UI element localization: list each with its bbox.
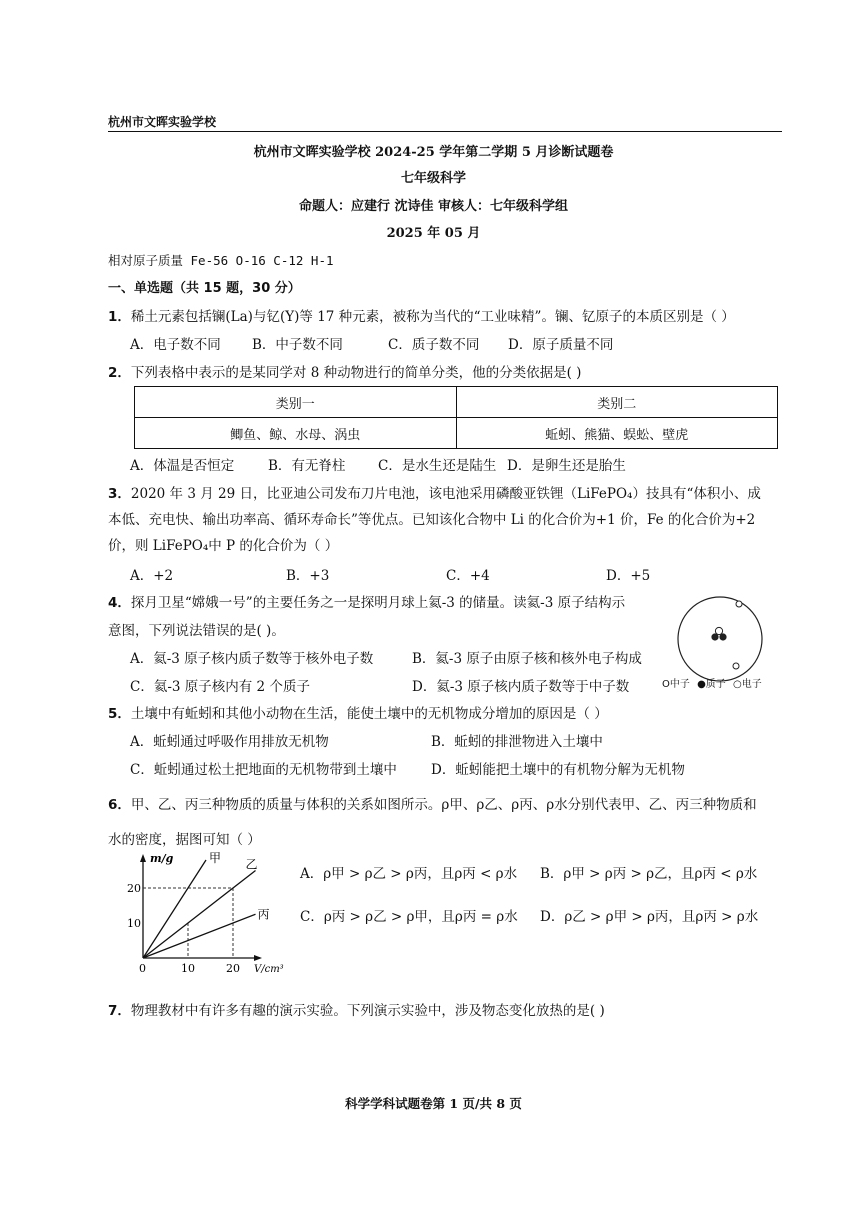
school-name: 杭州市文晖实验学校: [108, 115, 217, 129]
page-footer: 科学学科试题卷第 1 页/共 8 页: [345, 1096, 522, 1111]
q5-option-b: B．蚯蚓的排泄物进入土壤中: [431, 734, 603, 750]
series-line: [143, 871, 256, 959]
question-text: 探月卫星“嫦娥一号”的主要任务之一是探明月球上氦-3 的储量。读氦-3 原子结构示: [130, 595, 626, 611]
section-title: 一、单选题（共 15 题，30 分）: [108, 281, 301, 296]
legend-proton: ●质子: [697, 679, 726, 690]
q4-option-c: C．氦-3 原子核内有 2 个质子: [130, 679, 310, 695]
q6-option-c: C．ρ丙 > ρ乙 > ρ甲，且ρ丙 = ρ水: [300, 909, 518, 925]
y-axis-label: m/g: [150, 852, 174, 865]
question-text: 物理教材中有许多有趣的演示实验。下列演示实验中，涉及物态变化放热的是( ): [130, 1003, 605, 1019]
subject-title: 七年级科学: [400, 171, 466, 186]
classification-table: [134, 386, 778, 449]
question-number: 7．: [108, 1003, 131, 1019]
q4-option-d: D．氦-3 原子核内质子数等于中子数: [412, 679, 630, 695]
series-label: 丙: [257, 907, 270, 922]
neutron-icon: [715, 627, 722, 634]
question-number: 6．: [108, 797, 131, 813]
question-number: 3．: [108, 486, 131, 502]
series-label: 甲: [209, 851, 222, 865]
q5-option-a: A．蚯蚓通过呼吸作用排放无机物: [130, 734, 329, 750]
mass-volume-graph: [108, 848, 298, 978]
q1-option-a: A．电子数不同: [130, 337, 221, 353]
question-3-line-2: 本低、充电快、输出功率高、循环寿命长”等优点。已知该化合物中 Li 的化合价为+1 价，Fe 的化合价为+2: [108, 512, 756, 528]
question-6-line-2: 水的密度，据图可知（ ）: [108, 832, 261, 848]
question-text: 稀土元素包括镧(La)与钇(Y)等 17 种元素，被称为当代的“工业味精”。镧、钇原子的本质区别是（ ）: [130, 309, 735, 325]
table-cell: 鲫鱼、鲸、水母、涡虫: [135, 418, 457, 449]
question-7-stem: [108, 999, 605, 1019]
q2-option-b: B．有无脊柱: [268, 458, 346, 474]
table-row: [135, 418, 778, 449]
y-tick-label: 20: [127, 882, 141, 895]
series-line: [143, 914, 256, 958]
q1-option-c: C．质子数不同: [388, 337, 480, 353]
authors-line: 命题人：应建行 沈诗佳 审核人：七年级科学组: [298, 199, 569, 214]
q2-option-a: A．体温是否恒定: [130, 458, 235, 474]
table-header-cell: 类别一: [135, 387, 457, 418]
question-1-stem: [108, 305, 735, 325]
table-cell: 蚯蚓、熊猫、蜈蚣、壁虎: [456, 418, 778, 449]
question-number: 5．: [108, 706, 131, 722]
legend-neutron: O中子: [662, 679, 690, 690]
question-text: 土壤中有蚯蚓和其他小动物在生活，能使土壤中的无机物成分增加的原因是（ ）: [130, 706, 608, 722]
legend-electron: ○电子: [732, 679, 762, 690]
table-header-cell: 类别二: [456, 387, 778, 418]
question-6-line-1: [108, 793, 757, 813]
exam-title: 杭州市文晖实验学校 2024-25 学年第二学期 5 月诊断试题卷: [253, 145, 614, 160]
q3-option-d: D．+5: [606, 568, 651, 584]
question-4-line-1: [108, 591, 625, 611]
atomic-masses: 相对原子质量 Fe-56 O-16 C-12 H-1: [108, 253, 334, 268]
x-tick-label: 0: [139, 962, 146, 975]
q4-option-a: A．氦-3 原子核内质子数等于核外电子数: [130, 651, 374, 667]
question-4-line-2: 意图，下列说法错误的是( )。: [108, 623, 285, 639]
q5-option-d: D．蚯蚓能把土壤中的有机物分解为无机物: [431, 762, 685, 778]
q3-option-b: B．+3: [286, 568, 330, 584]
graph-marks: [127, 851, 270, 975]
series-label: 乙: [245, 857, 258, 872]
y-tick-label: 10: [127, 917, 141, 930]
header-rule: [108, 131, 782, 132]
question-2-stem: [108, 361, 581, 381]
question-text: 甲、乙、丙三种物质的质量与体积的关系如图所示。ρ甲、ρ乙、ρ丙、ρ水分别代表甲、乙、丙三种物质和: [130, 797, 757, 813]
exam-date: 2025 年 05 月: [386, 226, 481, 241]
x-tick-label: 10: [181, 962, 195, 975]
question-text: 下列表格中表示的是某同学对 8 种动物进行的简单分类，他的分类依据是( ): [130, 365, 582, 381]
electron-orbit: [678, 597, 762, 681]
question-text: 2020 年 3 月 29 日，比亚迪公司发布刀片电池，该电池采用磷酸亚铁锂（LiFePO₄）技具有“体积小、成: [130, 486, 761, 502]
question-3-line-1: [108, 482, 761, 502]
q1-option-b: B．中子数不同: [252, 337, 343, 353]
question-number: 2．: [108, 365, 131, 381]
x-tick-label: 20: [226, 962, 240, 975]
electron-icon: [733, 663, 739, 669]
x-axis-label: V/cm³: [254, 964, 284, 975]
q6-option-b: B．ρ甲 > ρ丙 > ρ乙，且ρ丙 < ρ水: [540, 866, 758, 882]
q6-option-a: A．ρ甲 > ρ乙 > ρ丙，且ρ丙 < ρ水: [300, 866, 518, 882]
q2-option-c: C．是水生还是陆生: [378, 458, 497, 474]
question-5-stem: [108, 702, 608, 722]
q2-option-d: D．是卵生还是胎生: [507, 458, 626, 474]
x-axis-arrow-icon: [254, 955, 262, 961]
q1-option-d: D．原子质量不同: [508, 337, 614, 353]
atom-legend: [662, 675, 762, 690]
electron-icon: [736, 601, 742, 607]
question-3-line-3: 价，则 LiFePO₄中 P 的化合价为（ ）: [108, 538, 339, 554]
q6-option-d: D．ρ乙 > ρ甲 > ρ丙，且ρ丙 > ρ水: [540, 909, 759, 925]
question-number: 4．: [108, 595, 131, 611]
question-number: 1．: [108, 309, 131, 325]
q3-option-a: A．+2: [130, 568, 174, 584]
q3-option-c: C．+4: [446, 568, 490, 584]
table-header-row: [135, 387, 778, 418]
q4-option-b: B．氦-3 原子由原子核和核外电子构成: [412, 651, 642, 667]
q5-option-c: C．蚯蚓通过松土把地面的无机物带到土壤中: [130, 762, 397, 778]
y-axis-arrow-icon: [140, 854, 146, 862]
series-line: [143, 860, 206, 958]
